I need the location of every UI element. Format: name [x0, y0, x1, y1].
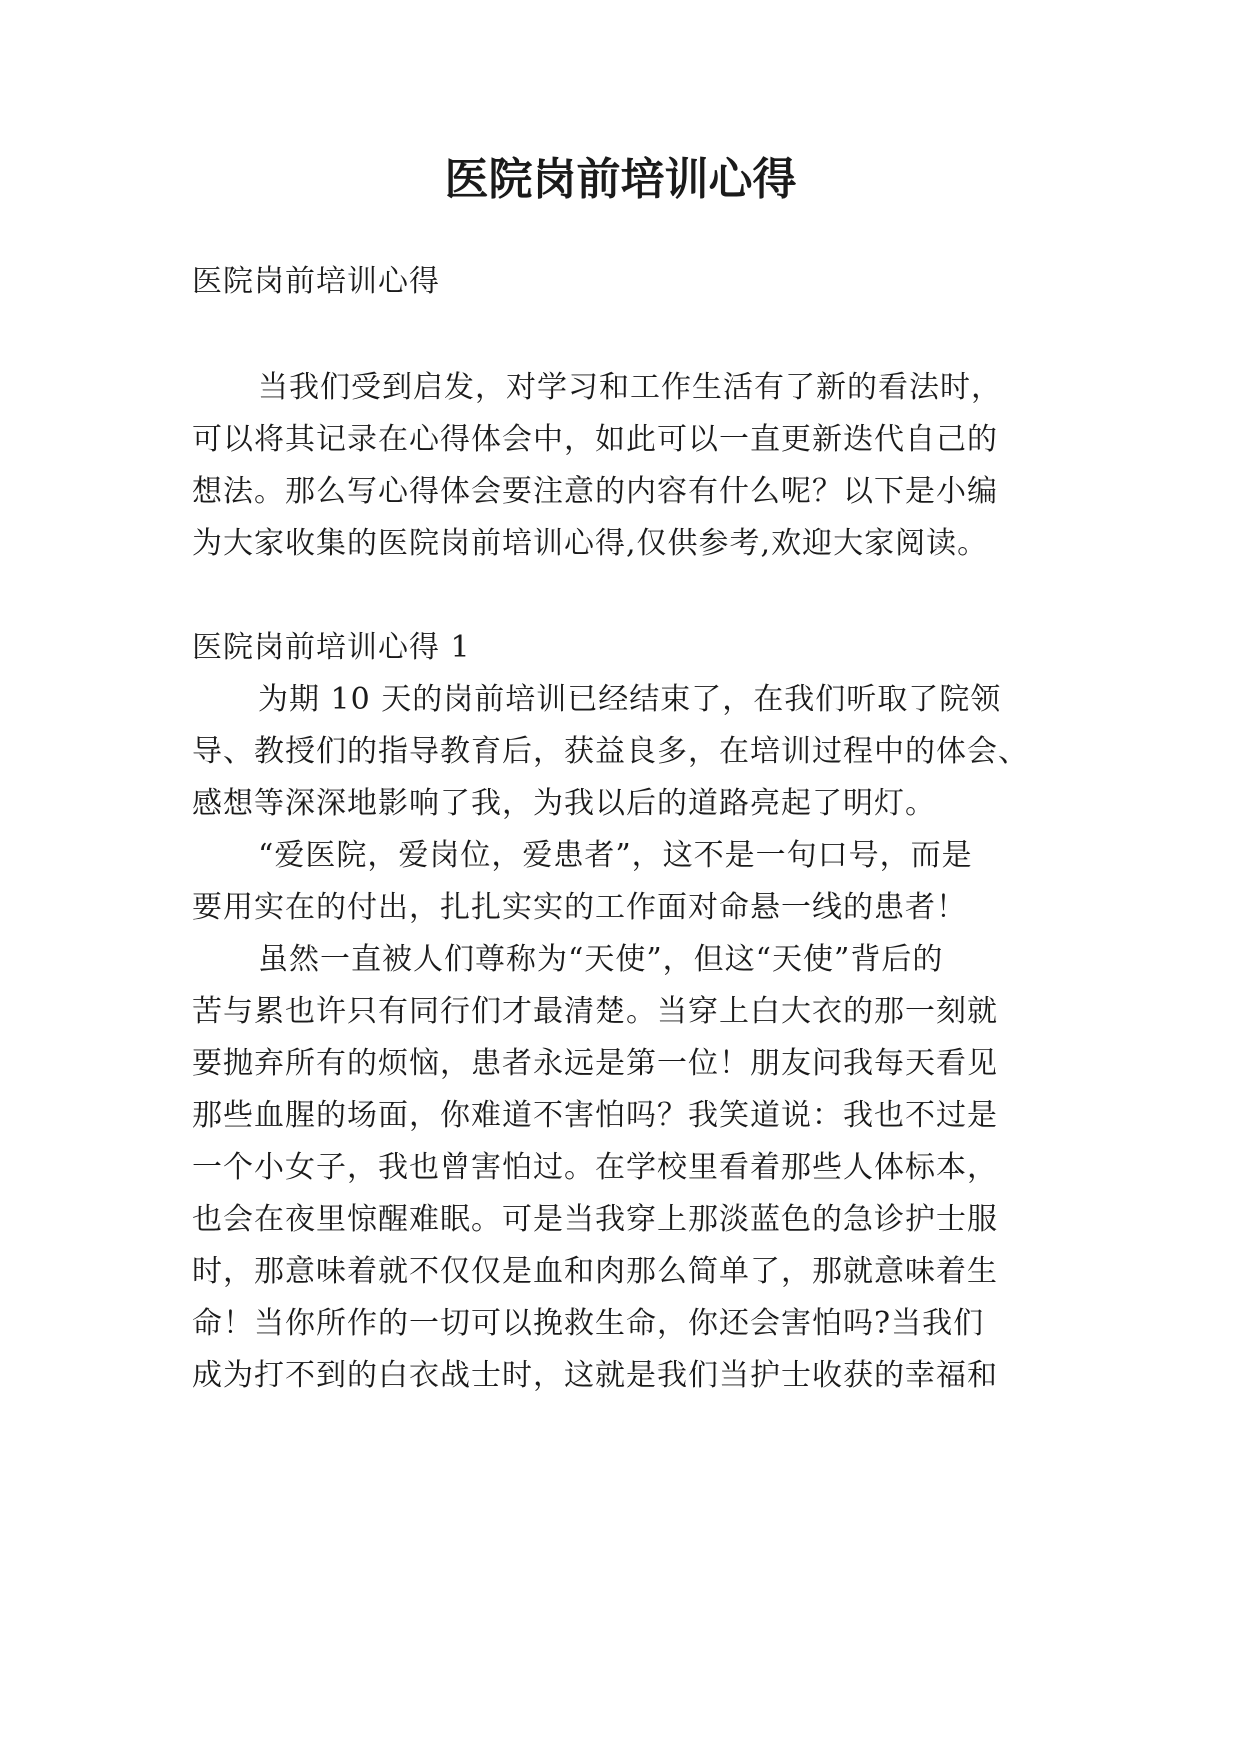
- body-line: 一个小女子，我也曾害怕过。在学校里看着那些人体标本，: [192, 1150, 998, 1185]
- body-line: 要抛弃所有的烦恼，患者永远是第一位！朋友问我每天看见: [192, 1046, 998, 1081]
- body-line: 成为打不到的白衣战士时，这就是我们当护士收获的幸福和: [192, 1358, 998, 1393]
- document-subtitle: 医院岗前培训心得: [192, 264, 440, 299]
- body-line: “爱医院，爱岗位，爱患者”，这不是一句口号，而是: [258, 838, 973, 873]
- body-line: 要用实在的付出，扎扎实实的工作面对命悬一线的患者！: [192, 890, 967, 925]
- body-line: 时，那意味着就不仅仅是血和肉那么简单了，那就意味着生: [192, 1254, 998, 1289]
- body-line: 感想等深深地影响了我，为我以后的道路亮起了明灯。: [192, 786, 936, 821]
- body-line: 命！当你所作的一切可以挽救生命，你还会害怕吗?当我们: [192, 1306, 985, 1341]
- body-line: 苦与累也许只有同行们才最清楚。当穿上白大衣的那一刻就: [192, 994, 998, 1029]
- body-line: 导、教授们的指导教育后，获益良多，在培训过程中的体会、: [192, 734, 1029, 769]
- body-line: 为期 10 天的岗前培训已经结束了，在我们听取了院领: [258, 682, 1002, 717]
- intro-line: 当我们受到启发，对学习和工作生活有了新的看法时，: [258, 370, 1002, 405]
- intro-line: 可以将其记录在心得体会中，如此可以一直更新迭代自己的: [192, 422, 998, 457]
- body-line: 那些血腥的场面，你难道不害怕吗？我笑道说：我也不过是: [192, 1098, 998, 1133]
- body-line: 也会在夜里惊醒难眠。可是当我穿上那淡蓝色的急诊护士服: [192, 1202, 998, 1237]
- intro-line: 想法。那么写心得体会要注意的内容有什么呢？以下是小编: [192, 474, 998, 509]
- body-line: 虽然一直被人们尊称为“天使”，但这“天使”背后的: [258, 942, 944, 977]
- section-heading: 医院岗前培训心得 1: [192, 630, 471, 665]
- document-title: 医院岗前培训心得: [444, 154, 797, 205]
- intro-line: 为大家收集的医院岗前培训心得,仅供参考,欢迎大家阅读。: [192, 526, 989, 561]
